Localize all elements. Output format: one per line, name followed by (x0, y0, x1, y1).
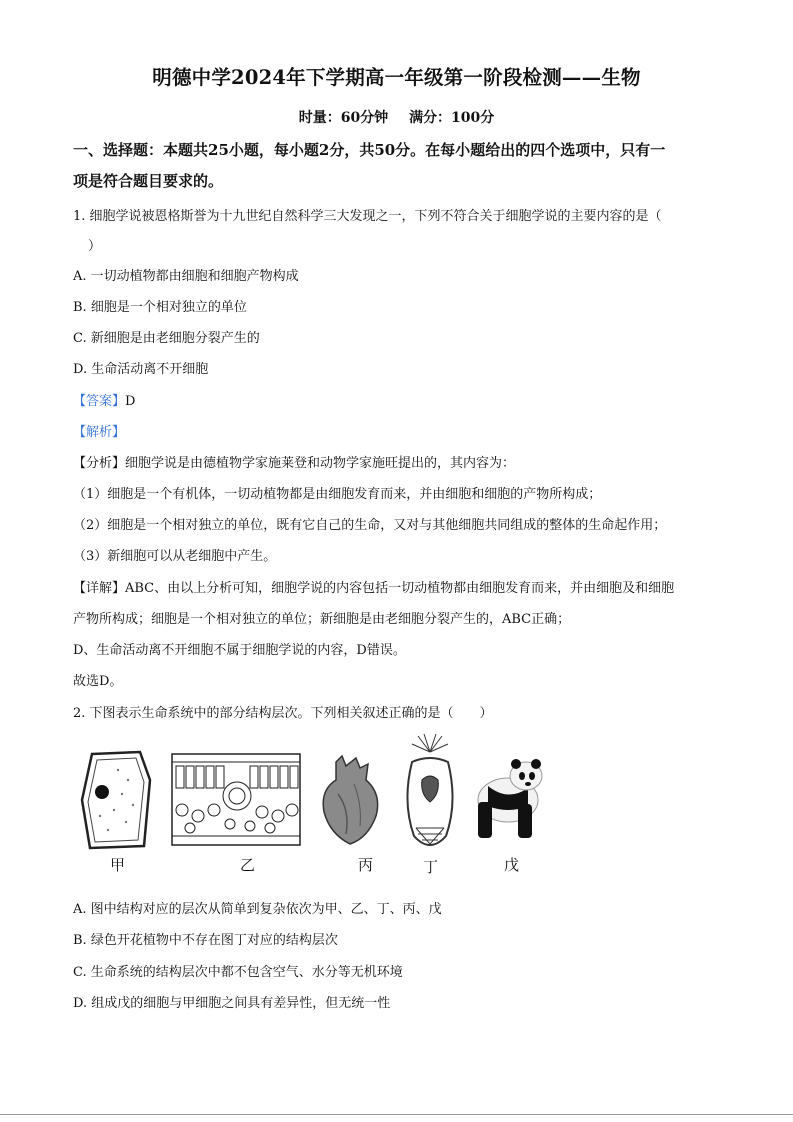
q1-analysis-line4: （3）新细胞可以从老细胞中产生。 (73, 549, 277, 564)
q2-option-a: A. 图中结构对应的层次从简单到复杂依次为甲、乙、丁、丙、戊 (73, 902, 442, 917)
page-bottom-rule (0, 1114, 793, 1115)
q1-stem-line2: ） (88, 239, 102, 254)
q1-detail-line3: D、生命活动离不开细胞不属于细胞学说的内容，D错误。 (73, 643, 406, 658)
figure-label-yi: 乙 (240, 856, 256, 874)
circulatory-system-image (400, 732, 460, 857)
q1-stem-line1: 1. 细胞学说被恩格斯誉为十九世纪自然科学三大发现之一，下列不符合关于细胞学说的主要内容的是（ (73, 209, 662, 224)
panda-image (468, 756, 548, 842)
q2-option-c: C. 生命系统的结构层次中都不包含空气、水分等无机环境 (73, 965, 403, 980)
q1-option-b: B. 细胞是一个相对独立的单位 (73, 300, 247, 315)
leaf-tissue-image (170, 752, 302, 847)
q2-option-d: D. 组成戊的细胞与甲细胞之间具有差异性，但无统一性 (73, 996, 391, 1011)
section-heading-line2: 项是符合题目要求的。 (73, 172, 224, 190)
full-score: 满分：100分 (409, 110, 495, 126)
time-limit: 时量：60分钟 (298, 110, 389, 126)
figure-label-jia: 甲 (110, 856, 126, 874)
q1-detail-line4: 故选D。 (73, 674, 123, 689)
page-title: 明德中学2024年下学期高一年级第一阶段检测——生物 (152, 66, 641, 89)
q1-option-c: C. 新细胞是由老细胞分裂产生的 (73, 331, 260, 346)
q1-analysis-line2: （1）细胞是一个有机体，一切动植物都是由细胞发育而来，并由细胞和细胞的产物所构成； (73, 487, 602, 502)
q1-analysis-line1: 【分析】细胞学说是由德植物学家施莱登和动物学家施旺提出的，其内容为： (73, 456, 516, 471)
answer-tag: 【答案】 (73, 394, 126, 409)
plant-cell-image (78, 750, 156, 852)
section-heading-line1: 一、选择题：本题共25小题，每小题2分，共50分。在每小题给出的四个选项中，只有一 (73, 141, 666, 159)
figure-label-ding: 丁 (423, 858, 439, 876)
figure-label-bing: 丙 (358, 856, 374, 874)
figure-label-wu: 戊 (504, 856, 520, 874)
answer-value: D (125, 394, 136, 409)
exam-meta (0, 107, 793, 127)
structure-levels-figure (78, 732, 558, 877)
q1-detail-line2: 产物所构成；细胞是一个相对独立的单位；新细胞是由老细胞分裂产生的，ABC正确； (73, 612, 571, 627)
q1-option-a: A. 一切动植物都由细胞和细胞产物构成 (73, 269, 299, 284)
q1-option-d: D. 生命活动离不开细胞 (73, 362, 209, 377)
analysis-tag: 【解析】 (73, 425, 126, 440)
q2-option-b: B. 绿色开花植物中不存在图丁对应的结构层次 (73, 933, 338, 948)
q1-analysis-line3: （2）细胞是一个相对独立的单位，既有它自己的生命，又对与其他细胞共同组成的整体的生命起作用； (73, 518, 667, 533)
heart-organ-image (316, 754, 388, 846)
q1-detail-line1: 【详解】ABC、由以上分析可知，细胞学说的内容包括一切动植物都由细胞发育而来，并由细胞及和细胞 (73, 581, 675, 596)
q2-stem: 2. 下图表示生命系统中的部分结构层次。下列相关叙述正确的是（ ） (73, 706, 493, 721)
q1-answer (73, 390, 135, 409)
